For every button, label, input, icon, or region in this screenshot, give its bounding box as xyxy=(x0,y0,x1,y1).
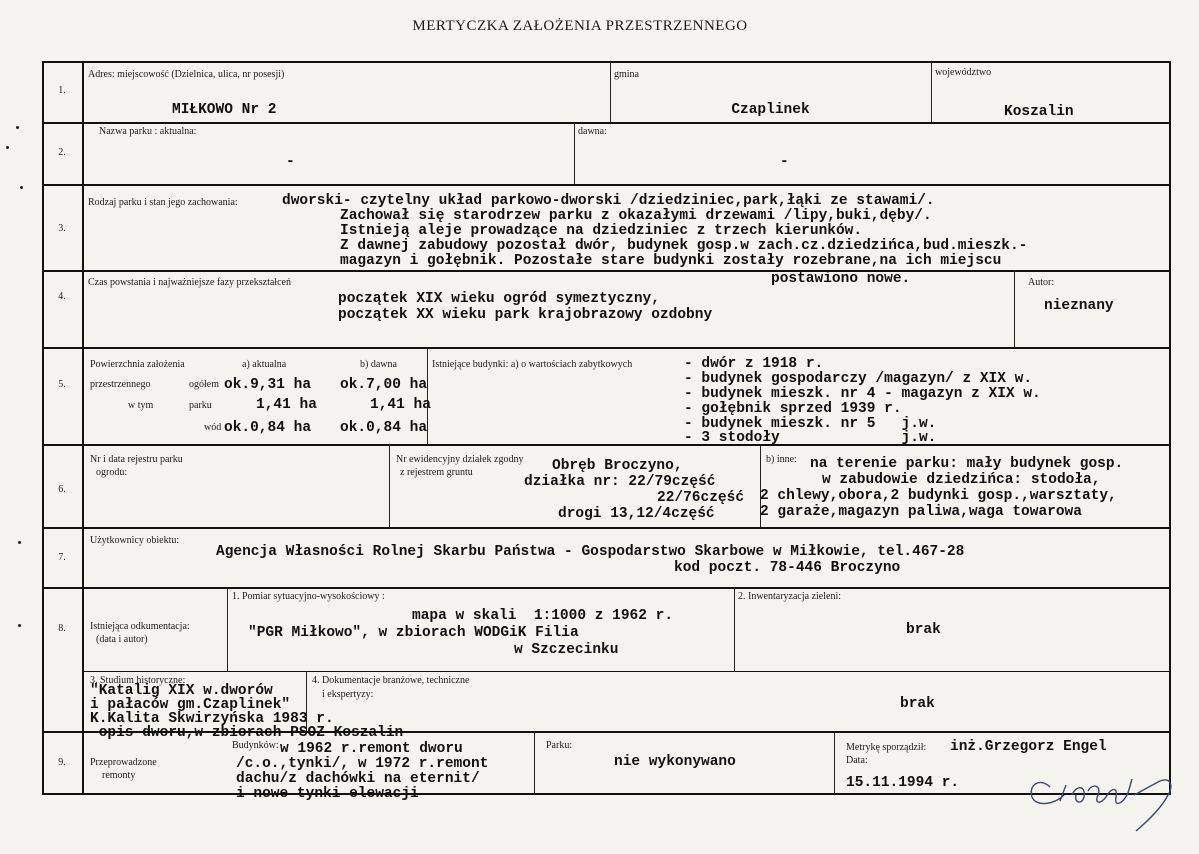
row-divider xyxy=(44,270,1169,272)
row-number-6: 6. xyxy=(58,484,66,495)
building-item: - gołębnik sprzed 1939 r. xyxy=(684,401,902,417)
park-type-line: Z dawnej zabudowy pozostał dwór, budynek gosp.w zach.cz.dziedzińca,bud.mieszk.- xyxy=(340,238,1028,254)
col-divider xyxy=(534,731,535,793)
park-type-line: Zachował się starodrzew parku z okazałymi drzewami /lipy,buki,dęby/. xyxy=(340,208,932,224)
prepared-by-label: Metrykę sporządził: xyxy=(846,742,927,753)
parcel-line: działka nr: 22/79część xyxy=(524,474,716,490)
col-divider xyxy=(389,444,390,527)
row-divider xyxy=(44,444,1169,446)
margin-mark xyxy=(18,541,21,544)
row-number-8: 8. xyxy=(58,623,66,634)
registry-label: Nr i data rejestru parku xyxy=(90,454,183,465)
other-buildings-line: na terenie parku: mały budynek gosp. xyxy=(810,456,1124,472)
row-number-7: 7. xyxy=(58,552,66,563)
park-name-former-value: - xyxy=(780,154,789,170)
park-renovation-value: nie wykonywano xyxy=(614,754,736,770)
historical-study-line: "Katalig XIX w.dworów xyxy=(90,683,273,699)
sub-row-divider xyxy=(84,671,1169,672)
area-label: Powierzchnia założenia xyxy=(90,359,185,370)
other-buildings-line: w zabudowie dziedzińca: stodoła, xyxy=(822,472,1101,488)
author-value: nieznany xyxy=(1044,298,1114,314)
date-value: 15.11.1994 r. xyxy=(846,775,960,791)
row-divider xyxy=(44,527,1169,529)
author-label: Autor: xyxy=(1028,277,1055,288)
row-number-3: 3. xyxy=(58,223,66,234)
margin-mark xyxy=(6,146,9,149)
form-grid xyxy=(42,61,1171,802)
address-label: Adres: miejscowość (Dzielnica, ulica, nr posesji) xyxy=(88,69,285,80)
margin-mark xyxy=(18,624,21,627)
historical-study-line: -opis dworu,w zbiorach PSOZ Koszalin xyxy=(90,725,404,741)
documentation-label-2: (data i autor) xyxy=(96,634,148,645)
other-buildings-label: b) inne: xyxy=(766,454,797,465)
area-within-label: w tym xyxy=(128,400,154,411)
park-name-current-value: - xyxy=(286,154,295,170)
area-current-header: a) aktualna xyxy=(242,359,287,370)
row-divider xyxy=(44,587,1169,589)
area-former-header: b) dawna xyxy=(360,359,397,370)
area-total-label: ogółem xyxy=(189,379,219,390)
history-phases-line: początek XX wieku park krajobrazowy ozdobny xyxy=(338,307,713,323)
area-total-former: ok.7,00 ha xyxy=(340,377,428,393)
survey-line: w Szczecinku xyxy=(514,642,619,658)
history-phases-line: postawiono nowe. xyxy=(771,271,911,287)
park-type-line: Istnieją aleje prowadzące na dziedziniec z trzech kierunków. xyxy=(340,223,863,239)
row-divider xyxy=(44,122,1169,124)
buildings-renovation-label: Budynków: xyxy=(232,740,279,751)
date-label: Data: xyxy=(846,755,868,766)
col-divider xyxy=(931,63,932,122)
area-water-label: wód xyxy=(204,422,222,433)
address-value: MIŁKOWO Nr 2 xyxy=(172,102,277,118)
park-name-former-label: dawna: xyxy=(578,126,607,137)
row-number-1: 1. xyxy=(58,85,66,96)
park-name-current-label: Nazwa parku : aktualna: xyxy=(99,126,197,137)
row-number-9: 9. xyxy=(58,757,66,768)
row-number-5: 5. xyxy=(58,379,66,390)
technical-docs-label-2: i ekspertyzy: xyxy=(322,689,374,700)
parcel-line: 22/76część xyxy=(657,490,745,506)
col-divider xyxy=(227,587,228,671)
buildings-renovation-line: /c.o.,tynki/, w 1972 r.remont xyxy=(236,756,489,772)
gmina-label: gmina xyxy=(614,69,639,80)
row-number-2: 2. xyxy=(58,147,66,158)
park-type-line: dworski- czytelny układ parkowo-dworski /dziedziniec,park,łąki ze stawami/. xyxy=(282,193,935,209)
survey-label: 1. Pomiar sytuacyjno-wysokościowy : xyxy=(232,591,385,602)
existing-buildings-label: Istniejące budynki: a) o wartościach zabytkowych xyxy=(432,359,633,370)
renovations-label: Przeprowadzone xyxy=(90,757,157,768)
history-phases-label: Czas powstania i najważniejsze fazy przekształceń xyxy=(88,277,291,288)
margin-mark xyxy=(16,126,19,129)
margin-mark xyxy=(20,186,23,189)
row-divider xyxy=(44,184,1169,186)
historical-study-label: 3. Studium historyczne: xyxy=(90,675,186,686)
prepared-by-value: inż.Grzegorz Engel xyxy=(950,739,1107,755)
parcel-line: drogi 13,12/4część xyxy=(558,506,715,522)
parcel-label-2: z rejestrem gruntu xyxy=(400,467,473,478)
row-number-4: 4. xyxy=(58,291,66,302)
parcel-label: Nr ewidencyjny działek zgodny xyxy=(396,454,524,465)
buildings-renovation-line: i nowe tynki elewacji xyxy=(236,786,419,802)
voivodeship-value: Koszalin xyxy=(1004,104,1074,120)
voivodeship-label: województwo xyxy=(935,67,992,78)
technical-docs-label: 4. Dokumentacje branżowe, techniczne xyxy=(312,675,470,686)
registry-label-2: ogrodu: xyxy=(96,467,128,478)
buildings-renovation-line: w 1962 r.remont dworu xyxy=(280,741,463,757)
users-line: kod poczt. 78-446 Broczyno xyxy=(674,560,901,576)
col-divider xyxy=(1014,270,1015,347)
col-divider xyxy=(834,731,835,793)
col-divider xyxy=(734,587,735,671)
area-water-current: ok.0,84 ha xyxy=(224,420,312,436)
building-item: - budynek mieszk. nr 4 - magazyn z XIX w. xyxy=(684,386,1041,402)
survey-line: mapa w skali 1:1000 z 1962 r. xyxy=(412,608,674,624)
area-total-current: ok.9,31 ha xyxy=(224,377,312,393)
survey-line: "PGR Miłkowo", w zbiorach WODGiK Filia xyxy=(248,625,579,641)
area-park-former: 1,41 ha xyxy=(370,397,431,413)
col-divider xyxy=(427,347,428,444)
parcel-line: Obręb Broczyno, xyxy=(552,458,683,474)
building-item: - dwór z 1918 r. xyxy=(684,356,824,372)
other-buildings-line: 2 garaże,magazyn paliwa,waga towarowa xyxy=(760,504,1082,520)
document-title: MERTYCZKA ZAŁOŻENIA PRZESTRZENNEGO xyxy=(412,18,748,34)
greenery-inventory-value: brak xyxy=(906,622,941,638)
greenery-inventory-label: 2. Inwentaryzacja zieleni: xyxy=(738,591,841,602)
historical-study-line: K.Kalita Skwirzyńska 1983 r. xyxy=(90,711,334,727)
renovations-label-2: remonty xyxy=(102,770,136,781)
history-phases-line: początek XIX wieku ogród symeztyczny, xyxy=(338,291,660,307)
users-label: Użytkownicy obiektu: xyxy=(90,535,180,546)
building-item: - 3 stodoły j.w. xyxy=(684,430,937,446)
area-park-current: 1,41 ha xyxy=(256,397,317,413)
col-divider xyxy=(574,122,575,184)
number-column-divider xyxy=(82,63,84,793)
park-type-label: Rodzaj parku i stan jego zachowania: xyxy=(88,197,238,208)
park-renovation-label: Parku: xyxy=(546,740,573,751)
row-divider xyxy=(44,347,1169,349)
area-park-label: parku xyxy=(189,400,212,411)
signature xyxy=(1010,755,1185,835)
buildings-renovation-line: dachu/z dachówki na eternit/ xyxy=(236,771,480,787)
building-item: - budynek gospodarczy /magazyn/ z XIX w. xyxy=(684,371,1033,387)
area-label-2: przestrzennego xyxy=(90,379,151,390)
building-item: - budynek mieszk. nr 5 j.w. xyxy=(684,416,937,432)
historical-study-line: i pałaców gm.Czaplinek" xyxy=(90,697,291,713)
area-water-former: ok.0,84 ha xyxy=(340,420,428,436)
other-buildings-line: 2 chlewy,obora,2 budynki gosp.,warsztaty, xyxy=(760,488,1117,504)
users-line: Agencja Własności Rolnej Skarbu Państwa - Gospodarstwo Skarbowe w Miłkowie, tel.467-28 xyxy=(216,544,965,560)
technical-docs-value: brak xyxy=(900,696,935,712)
park-type-line: magazyn i gołębnik. Pozostałe stare budynki zostały rozebrane,na ich miejscu xyxy=(340,253,1002,269)
gmina-value: Czaplinek xyxy=(731,102,810,118)
documentation-label: Istniejąca odkumentacja: xyxy=(90,621,190,632)
